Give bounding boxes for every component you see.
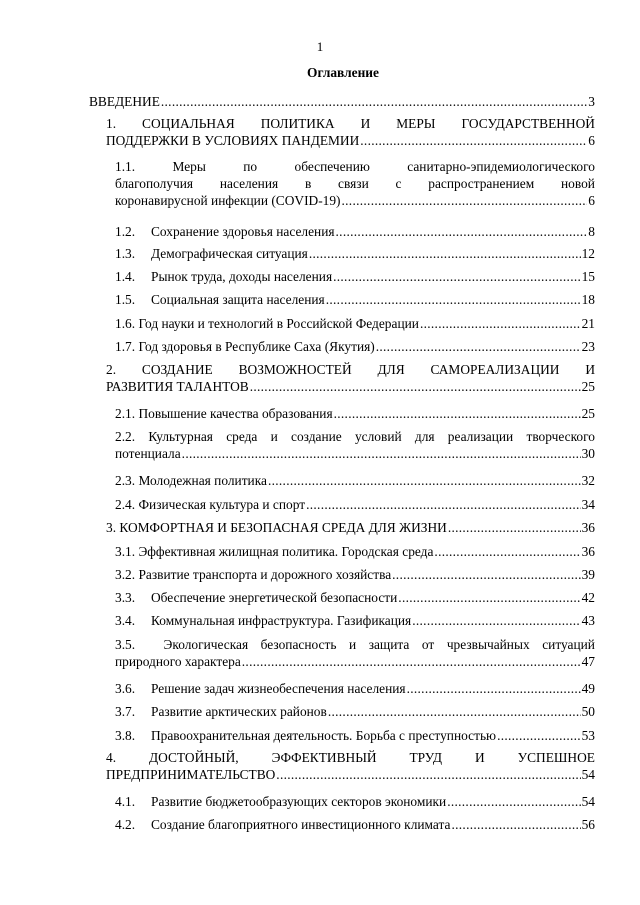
toc-entry-number: 1.: [106, 116, 117, 131]
dot-leader: [497, 727, 581, 744]
toc-entry-page: 25: [581, 379, 595, 394]
toc-entry-page: 53: [581, 728, 595, 743]
toc-entry-3-8[interactable]: [115, 727, 595, 744]
toc-entry-1-1[interactable]: 1.1. Меры по обеспечению санитарно-эпидемиологического благополучия населения в связи с распространением новой коронавирусной инфекции (COVID-19) ..... 6: [115, 158, 595, 209]
toc-entry-title: Год здоровья в Республике Саха (Якутия): [138, 339, 375, 354]
toc-entry-2-4[interactable]: [115, 496, 595, 513]
dot-leader: [336, 223, 588, 240]
toc-entry-section-3[interactable]: [106, 519, 595, 536]
toc-entry-page: 47: [581, 654, 595, 669]
toc-entry-page: 30: [581, 446, 595, 461]
toc-entry-title: Сохранение здоровья населения: [151, 224, 335, 239]
toc-entry-page: 6: [588, 193, 595, 208]
toc-entry-1-4[interactable]: [115, 268, 595, 285]
toc-entry-number: 1.7.: [115, 339, 136, 354]
toc-entry-page: 18: [581, 292, 595, 307]
dot-leader: [242, 653, 581, 670]
toc-entry-title: Развитие арктических районов: [151, 704, 327, 719]
toc-entry-introduction[interactable]: [89, 93, 595, 110]
dot-leader: [451, 816, 580, 833]
toc-entry-number: 1.5.: [115, 292, 136, 307]
toc-entry-number: 1.2.: [115, 224, 136, 239]
toc-entry-page: 34: [581, 497, 595, 512]
toc-entry-4-2[interactable]: [115, 816, 595, 833]
toc-entry-page: 39: [581, 567, 595, 582]
dot-leader: [161, 93, 587, 110]
dot-leader: [328, 703, 581, 720]
toc-entry-page: 36: [581, 520, 595, 535]
toc-entry-number: 2.: [106, 362, 117, 377]
toc-entry-number: 1.3.: [115, 246, 136, 261]
dot-leader: [420, 315, 581, 332]
dot-leader: [376, 338, 581, 355]
toc-entry-3-1[interactable]: [115, 543, 595, 560]
toc-entry-number: 3.8.: [115, 728, 136, 743]
toc-entry-number: 1.1.: [115, 159, 136, 174]
toc-entry-page: 21: [581, 316, 595, 331]
toc-entry-number: 3.2.: [115, 567, 136, 582]
toc-entry-1-3[interactable]: [115, 245, 595, 262]
toc-entry-page: 42: [581, 590, 595, 605]
toc-entry-number: 3.5.: [115, 637, 136, 652]
toc-entry-number: 3.4.: [115, 613, 136, 628]
toc-entry-title: Молодежная политика: [138, 473, 267, 488]
toc-entry-number: 3.7.: [115, 704, 136, 719]
dot-leader: [268, 472, 581, 489]
toc-entry-page: 49: [581, 681, 595, 696]
toc-entry-page: 36: [581, 544, 595, 559]
page-number: 1: [316, 39, 324, 54]
toc-entry-title: Год науки и технологий в Российской Федерации: [138, 316, 419, 331]
toc-entry-1-6[interactable]: [115, 315, 595, 332]
toc-entry-title: КОМФОРТНАЯ И БЕЗОПАСНАЯ СРЕДА ДЛЯ ЖИЗНИ: [119, 520, 447, 535]
toc-entry-number: 3.3.: [115, 590, 136, 605]
toc-entry-title: Демографическая ситуация: [151, 246, 308, 261]
toc-entry-number: 4.2.: [115, 817, 136, 832]
toc-entry-title: Эффективная жилищная политика. Городская среда: [138, 544, 434, 559]
dot-leader: [250, 378, 581, 395]
dot-leader: [360, 132, 587, 149]
toc-entry-page: 25: [581, 406, 595, 421]
toc-entry-1-2[interactable]: [115, 223, 595, 240]
toc-entry-page: 43: [581, 613, 595, 628]
toc-entry-page: 50: [581, 704, 595, 719]
dot-leader: [182, 445, 581, 462]
toc-entry-title: Развитие транспорта и дорожного хозяйства: [138, 567, 392, 582]
toc-entry-page: 8: [588, 224, 595, 239]
dot-leader: [398, 589, 580, 606]
toc-entry-page: 32: [581, 473, 595, 488]
dot-leader: [434, 543, 580, 560]
dot-leader: [326, 291, 581, 308]
toc-entry-3-5[interactable]: 3.5. Экологическая безопасность и защита от чрезвычайных ситуаций природного характера ..... 47: [115, 636, 595, 670]
toc-entry-page: 56: [581, 817, 595, 832]
toc-entry-3-4[interactable]: [115, 612, 595, 629]
toc-entry-title: Рынок труда, доходы населения: [151, 269, 333, 284]
toc-entry-section-2[interactable]: 2. СОЗДАНИЕ ВОЗМОЖНОСТЕЙ ДЛЯ САМОРЕАЛИЗАЦИИ И РАЗВИТИЯ ТАЛАНТОВ ..... 25: [106, 361, 595, 395]
toc-entry-title: Создание благоприятного инвестиционного климата: [151, 817, 451, 832]
toc-entry-number: 3.1.: [115, 544, 136, 559]
dot-leader: [276, 766, 580, 783]
toc-entry-page: 23: [581, 339, 595, 354]
toc-entry-number: 2.4.: [115, 497, 136, 512]
dot-leader: [447, 793, 580, 810]
toc-entry-title: Повышение качества образования: [138, 406, 333, 421]
dot-leader: [412, 612, 580, 629]
toc-entry-3-7[interactable]: [115, 703, 595, 720]
toc-entry-page: 15: [581, 269, 595, 284]
toc-entry-section-4[interactable]: 4. ДОСТОЙНЫЙ, ЭФФЕКТИВНЫЙ ТРУД И УСПЕШНОЕ ПРЕДПРИНИМАТЕЛЬСТВО ..... 54: [106, 749, 595, 783]
toc-entry-page: 54: [581, 767, 595, 782]
toc-entry-page: 54: [581, 794, 595, 809]
toc-entry-4-1[interactable]: [115, 793, 595, 810]
toc-entry-number: 3.: [106, 520, 117, 535]
toc-entry-page: 3: [588, 94, 595, 109]
toc-entry-number: 1.4.: [115, 269, 136, 284]
toc-entry-number: 2.2.: [115, 429, 136, 444]
toc-entry-number: 3.6.: [115, 681, 136, 696]
toc-entry-1-7[interactable]: [115, 338, 595, 355]
dot-leader: [333, 268, 581, 285]
toc-entry-page: 6: [588, 133, 595, 148]
toc-entry-title: Коммунальная инфраструктура. Газификация: [151, 613, 412, 628]
toc-entry-page: 12: [581, 246, 595, 261]
toc-entry-section-1[interactable]: 1. СОЦИАЛЬНАЯ ПОЛИТИКА И МЕРЫ ГОСУДАРСТВЕННОЙ ПОДДЕРЖКИ В УСЛОВИЯХ ПАНДЕМИИ ..... 6: [106, 115, 595, 149]
toc-entry-title: Социальная защита населения: [151, 292, 325, 307]
dot-leader: [448, 519, 581, 536]
toc-entry-2-3[interactable]: [115, 472, 595, 489]
toc-entry-title: Правоохранительная деятельность. Борьба с преступностью: [151, 728, 497, 743]
toc-entry-1-5[interactable]: [115, 291, 595, 308]
dot-leader: [306, 496, 581, 513]
toc-entry-number: 1.6.: [115, 316, 136, 331]
toc-entry-number: 4.1.: [115, 794, 136, 809]
toc-entry-2-2[interactable]: 2.2. Культурная среда и создание условий для реализации творческого потенциала ..... 30: [115, 428, 595, 462]
toc-entry-2-1[interactable]: [115, 405, 595, 422]
toc-entry-title: Обеспечение энергетической безопасности: [151, 590, 398, 605]
toc-entry-title: Развитие бюджетообразующих секторов экономики: [151, 794, 447, 809]
toc-entry-title: Решение задач жизнеобеспечения населения: [151, 681, 406, 696]
toc-title: Оглавление: [307, 65, 379, 80]
toc-entry-number: 2.1.: [115, 406, 136, 421]
toc-entry-title: Физическая культура и спорт: [138, 497, 306, 512]
toc-entry-number: 4.: [106, 750, 117, 765]
dot-leader: [392, 566, 580, 583]
toc-entry-title: ВВЕДЕНИЕ: [89, 94, 160, 109]
dot-leader: [334, 405, 581, 422]
toc-entry-3-6[interactable]: [115, 680, 595, 697]
toc-entry-number: 2.3.: [115, 473, 136, 488]
dot-leader: [407, 680, 581, 697]
toc-entry-3-3[interactable]: [115, 589, 595, 606]
dot-leader: [309, 245, 581, 262]
dot-leader: [342, 192, 588, 209]
toc-entry-3-2[interactable]: [115, 566, 595, 583]
